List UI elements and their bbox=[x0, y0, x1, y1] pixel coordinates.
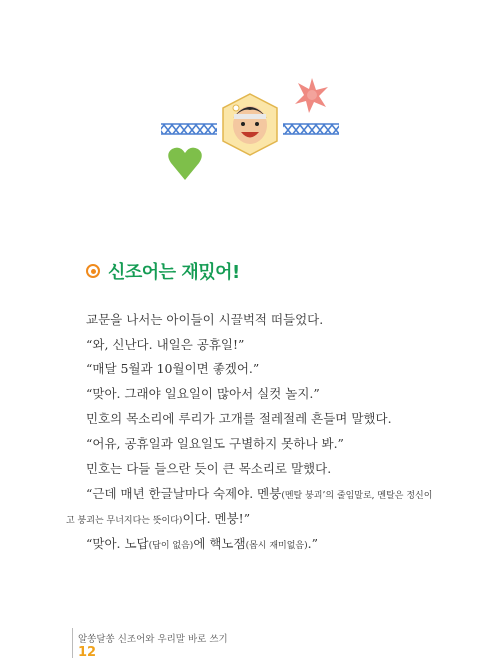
lattice-border-right-icon bbox=[283, 124, 339, 134]
cartoon-character-icon bbox=[223, 94, 277, 155]
paragraph: 교문을 나서는 아이들이 시끌벅적 떠들었다. bbox=[86, 312, 324, 327]
paragraph-text: .” bbox=[307, 536, 319, 551]
footnote-text: (몹시 재미없음) bbox=[245, 541, 308, 551]
chapter-illustration bbox=[0, 0, 500, 200]
section-heading-text: 신조어는 재밌어! bbox=[108, 262, 240, 283]
footnote-text: (멘탈 붕괴’의 줄임말로, 멘탈은 정신이 bbox=[281, 491, 433, 501]
footnote-text: (답이 없음) bbox=[148, 541, 194, 551]
paragraph bbox=[66, 511, 250, 529]
paragraph: 민호는 다들 들으란 듯이 큰 목소리로 말했다. bbox=[86, 461, 332, 476]
bullet-circle-icon bbox=[86, 264, 100, 278]
lattice-border-left-icon bbox=[161, 124, 217, 134]
paragraph: 민호의 목소리에 루리가 고개를 절레절레 흔들며 말했다. bbox=[86, 411, 392, 426]
footer-book-title: 알쏭달쏭 신조어와 우리말 바로 쓰기 bbox=[78, 634, 228, 645]
paragraph: “매달 5월과 10월이면 좋겠어.” bbox=[86, 361, 260, 376]
paragraph-text: “맞아. 노답 bbox=[86, 536, 149, 551]
heart-icon bbox=[168, 148, 202, 180]
paragraph-text: 에 핵노잼 bbox=[193, 536, 246, 551]
paragraph: “와, 신난다. 내일은 공휴일!” bbox=[86, 337, 245, 352]
sunburst-star-icon bbox=[295, 78, 328, 113]
section-heading bbox=[86, 258, 240, 284]
paragraph-text: 이다. 멘붕!” bbox=[182, 511, 251, 526]
paragraph: “어유, 공휴일과 일요일도 구별하지 못하나 봐.” bbox=[86, 436, 344, 451]
paragraph: “맞아. 그래야 일요일이 많아서 실컷 놀지.” bbox=[86, 386, 320, 401]
paragraph-text: “근데 매년 한글날마다 숙제야. 멘붕 bbox=[86, 486, 282, 501]
page-number: 12 bbox=[78, 645, 97, 660]
paragraph bbox=[86, 536, 318, 554]
paragraph bbox=[86, 486, 432, 504]
footer-divider bbox=[72, 628, 73, 658]
footnote-text: 고 붕괴는 무너지다는 뜻이다) bbox=[66, 516, 183, 526]
